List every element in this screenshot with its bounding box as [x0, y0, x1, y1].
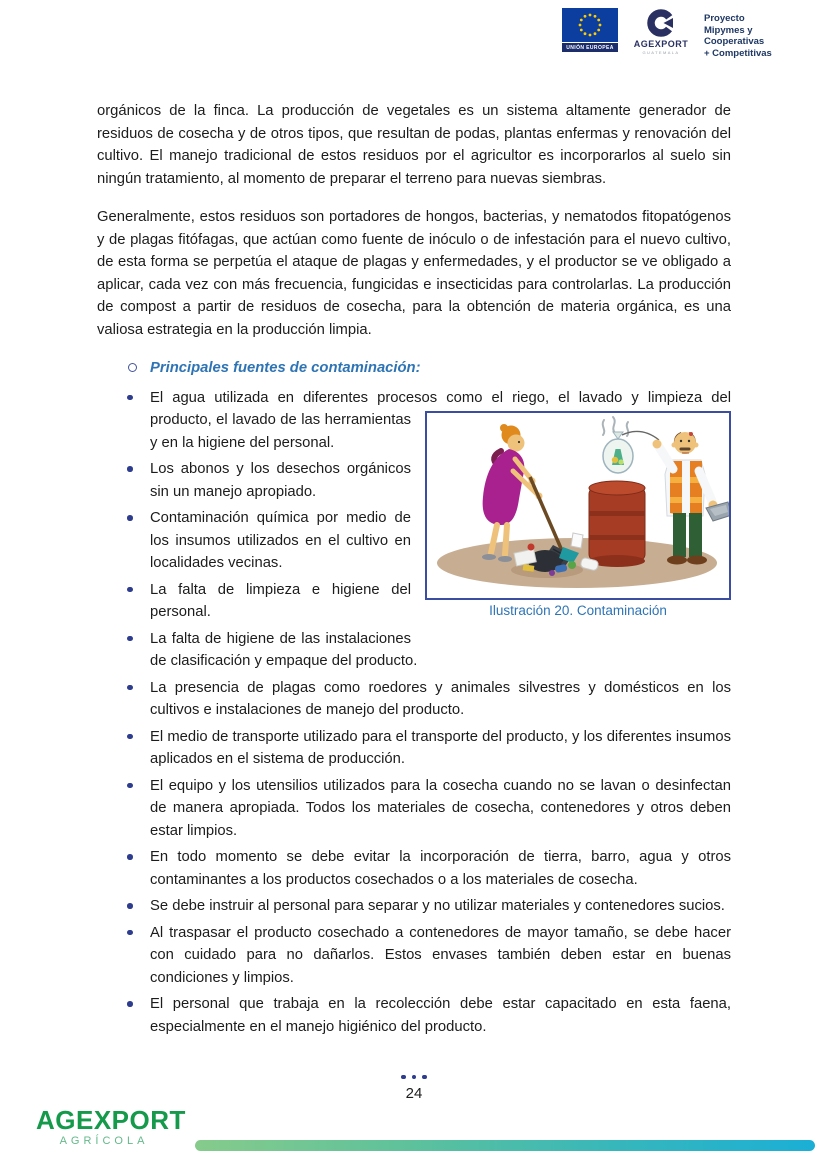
footer-logo-name: AGEXPORT	[36, 1105, 186, 1135]
bullet-icon	[127, 466, 133, 472]
project-line1: Proyecto	[704, 13, 745, 24]
list-item-text: Los abonos y los desechos orgánicos sin un manejo apropiado.	[150, 461, 411, 500]
agexport-logo-sub: GUATEMALA	[642, 50, 680, 55]
page-header	[562, 8, 814, 59]
list-item	[97, 628, 731, 673]
bullet-icon	[127, 903, 133, 909]
list-item-text: Se debe instruir al personal para separar y no utilizar materiales y contenedores sucios.	[150, 898, 725, 914]
list-item-text: El equipo y los utensilios utilizados para la cosecha cuando no se lavan o desinfectan de manera apropiada. Todos los materiales de cosecha, contenedores y otros deben estar limpios.	[150, 777, 731, 839]
list-item	[97, 895, 731, 918]
bullet-icon	[127, 1001, 133, 1007]
list-item-text: El agua utilizada en diferentes procesos como el riego, el lavado y limpieza del	[150, 389, 731, 406]
list-item	[97, 579, 731, 624]
bullet-icon	[127, 395, 133, 401]
list-item-text: Al traspasar el producto cosechado a contenedores de mayor tamaño, se debe hacer con cuidado para no dañarlos. Estos envases también deben estar en buenas condiciones y limpios.	[150, 924, 731, 986]
list-heading-text: Principales fuentes de contaminación:	[150, 360, 421, 376]
list-item-text: El medio de transporte utilizado para el transporte del producto, y los diferentes insumos aplicados en el sistema de producción.	[150, 728, 731, 767]
bullet-list	[97, 387, 731, 1039]
agexport-logo-name: AGEXPORT	[633, 39, 689, 49]
circle-bullet-icon	[128, 363, 137, 372]
list-item-text: La presencia de plagas como roedores y animales silvestres y domésticos en los cultivos e instalaciones de manejo del producto.	[150, 679, 731, 718]
bullet-icon	[127, 515, 133, 521]
bullet-icon	[127, 783, 133, 789]
project-line3: + Competitivas	[704, 47, 772, 59]
list-item-text: La falta de limpieza e higiene del personal.	[150, 581, 411, 620]
list-item	[97, 677, 731, 722]
pager-dots-icon	[0, 1066, 828, 1084]
eu-logo	[562, 8, 618, 52]
list-item	[97, 922, 731, 990]
eu-flag-icon	[562, 8, 618, 42]
project-line2: Mipymes y Cooperativas	[704, 24, 765, 47]
project-title	[704, 8, 814, 59]
paragraph-2: Generalmente, estos residuos son portadores de hongos, bacterias, y nematodos fitopatógenos y de plagas fitófagas, que actúan como fuente de inóculo o de infestación para el nuevo cultivo, de esta forma se perpetúa el ataque de plagas y enfermedades, y el productor se ve obligado a aplicar, cada vez con más frecuencia, fungicidas e insecticidas para controlarlas. La producción de compost a partir de residuos de cosecha, para la obtención de materia orgánica, es una valiosa estrategia en la producción limpia.	[97, 209, 731, 338]
page-number: 24	[405, 1085, 423, 1102]
paragraph-1: orgánicos de la finca. La producción de vegetales es un sistema altamente generador de residuos de cosecha y de otros tipos, que resultan de podas, plantas enfermas y renovación del cultivo. El manejo tradicional de estos residuos por el agricultor es incorporarlos al suelo sin ningún tratamiento, al momento de preparar el terreno para nuevas siembras.	[97, 103, 731, 187]
footer-gradient-bar	[195, 1140, 815, 1151]
bullet-icon	[127, 636, 133, 642]
agexport-header-logo	[628, 8, 694, 55]
list-item	[97, 458, 731, 503]
list-item	[97, 507, 731, 575]
list-heading	[97, 357, 731, 380]
agexport-footer-logo	[36, 1105, 186, 1147]
list-item-text: producto, el lavado de las herramientas y en la higiene del personal.	[150, 412, 411, 451]
list-item	[97, 846, 731, 891]
list-item	[97, 775, 731, 843]
footer-logo-sub: AGRÍCOLA	[59, 1135, 149, 1147]
figure-caption: Ilustración 20. Contaminación	[489, 603, 667, 618]
list-item	[97, 993, 731, 1038]
list-item-text: Contaminación química por medio de los insumos utilizados en el cultivo en localidades vecinas.	[150, 510, 411, 571]
list-item	[97, 726, 731, 771]
page-number-block	[0, 1066, 828, 1102]
eu-logo-label: UNIÓN EUROPEA	[562, 43, 618, 52]
bullet-icon	[127, 930, 133, 936]
list-item-text: En todo momento se debe evitar la incorporación de tierra, barro, agua y otros contaminantes a los productos cosechados o a los materiales de cosecha.	[150, 849, 731, 888]
bullet-icon	[127, 854, 133, 860]
bullet-icon	[127, 685, 133, 691]
bullet-icon	[127, 587, 133, 593]
agexport-g-icon	[646, 8, 676, 38]
list-item-text: El personal que trabaja en la recolección debe estar capacitado en esta faena, especialmente en el manejo higiénico del producto.	[150, 996, 731, 1035]
list-item-text: La falta de higiene de las instalaciones de clasificación y empaque del producto.	[150, 630, 418, 669]
bullet-icon	[127, 734, 133, 740]
document-body	[97, 100, 731, 1042]
